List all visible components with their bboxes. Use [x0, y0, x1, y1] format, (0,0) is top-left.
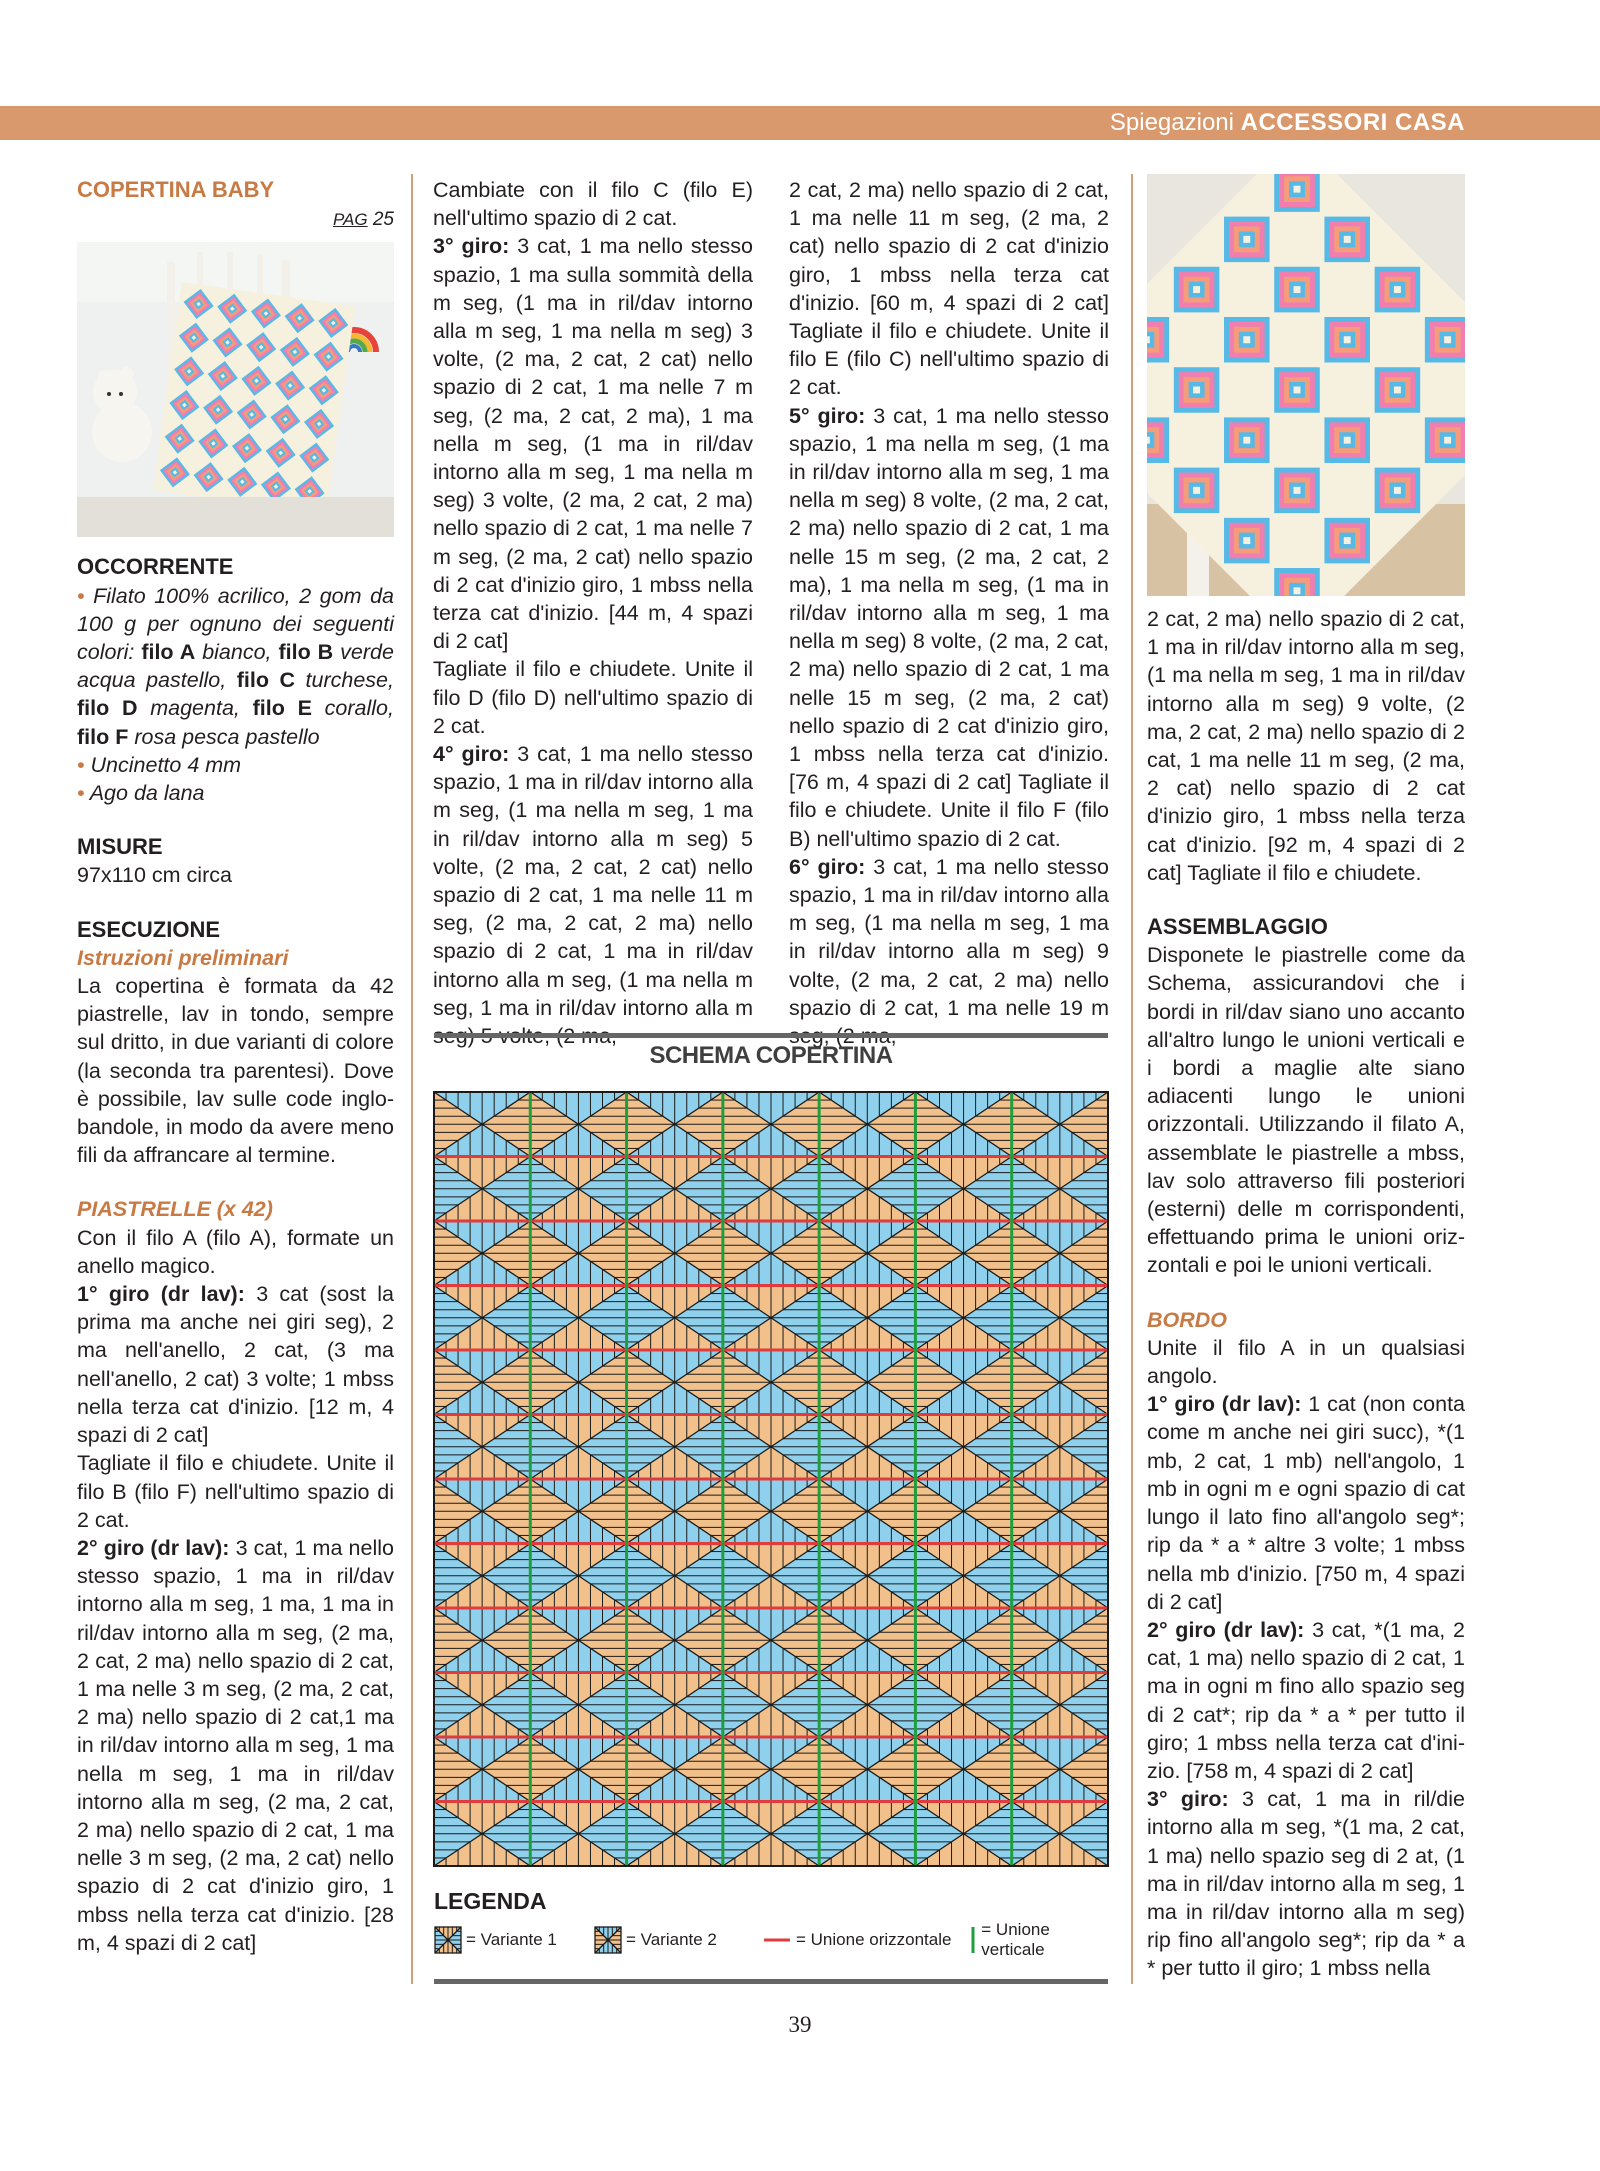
tile: [915, 1350, 1011, 1415]
tile: [627, 1737, 723, 1802]
tile: [434, 1092, 530, 1157]
column-divider: [1131, 174, 1133, 1984]
assemblaggio-title: ASSEMBLAGGIO: [1147, 914, 1328, 940]
tile: [819, 1737, 915, 1802]
tile: [723, 1479, 819, 1544]
tile: [819, 1544, 915, 1609]
tile: [434, 1157, 530, 1222]
tile: [723, 1608, 819, 1673]
occorrente-title: OCCORRENTE: [77, 554, 234, 580]
piastrelle-title: PIASTRELLE (x 42): [77, 1197, 273, 1222]
tile: [627, 1673, 723, 1738]
tile: [915, 1415, 1011, 1480]
tile: [1012, 1737, 1108, 1802]
tile: [434, 1350, 530, 1415]
assemblaggio-text: Disponete le piastrelle come da Schema, assicurandovi che i bordi in ril/dav siano uno accanto all'altro lungo le unioni verticali e i bordi a maglie alte siano adiacenti lungo le unioni orizzontali. Utilizzando il filato A, assemblate le piastrelle a mbss, lav solo attraverso fili posteriori (esterni) delle m corrispondenti, effettuando prima le unioni orizzontali e poi le unioni verticali.: [1147, 943, 1465, 1278]
tile: [627, 1415, 723, 1480]
tile: [627, 1157, 723, 1222]
tile: [627, 1479, 723, 1544]
column-2: [433, 176, 753, 1050]
tile: [915, 1608, 1011, 1673]
tile: [915, 1673, 1011, 1738]
tile: [723, 1673, 819, 1738]
tile: [530, 1350, 626, 1415]
tile: [530, 1157, 626, 1222]
giro-1: 1° giro (dr lav): 3 cat (sost la prima ma anche nei giri seg), 2 ma nell'anello, 2 cat, (3 ma nell'anello, 2 cat) 3 volte; 1 mbss nella terza cat d'inizio. [12 m, 4 spazi di 2 cat]: [77, 1282, 395, 1448]
tile: [915, 1479, 1011, 1544]
tile: [1012, 1415, 1108, 1480]
tile: [723, 1286, 819, 1351]
legend-variant-1: = Variante 1: [434, 1923, 557, 1957]
tile: [530, 1286, 626, 1351]
tile: [1012, 1092, 1108, 1157]
page-ref-number: 25: [372, 209, 394, 231]
istruzioni-text: La copertina è formata da 42 piastrelle, lav in tondo, sempre sul dritto, in due varianti di colore (la seconda tra parentesi). Dove è possibile, lav sulle code inglobandole, in modo da avere meno fili da affrancare al termine.: [77, 974, 394, 1168]
section-header: [1110, 108, 1465, 138]
tile: [530, 1479, 626, 1544]
tile: [627, 1608, 723, 1673]
scheme-top-rule: [434, 1033, 1108, 1038]
tile: [434, 1479, 530, 1544]
giro-3-after: Tagliate il filo e chiudete. Unite il filo D (filo D) nell'ultimo spazio di 2 cat.: [433, 657, 753, 738]
scheme-title: SCHEMA COPERTINA: [649, 1042, 893, 1069]
column-divider: [411, 174, 413, 1984]
tile: [530, 1415, 626, 1480]
tile: [530, 1673, 626, 1738]
giro-3: 3° giro: 3 cat, 1 ma nello stesso spazio, 1 ma sulla sommità della m seg, (1 ma in ril/dav intorno alla m seg, 1 ma nella m seg) 3 volte, (2 ma, 2 cat, 2 cat) nello spazio di 2 cat, 1 ma nelle 7 m seg, (2 ma, 2 cat, 2 ma), 1 ma nella m seg, (1 ma in ril/dav intorno alla m seg, 1 ma nella m seg) 3 volte, (2 ma, 2 cat, 2 ma) nello spazio di 2 cat, 1 ma nelle 7 m seg, (2 ma, 2 cat) nello spazio di 2 cat d'inizio giro, 1 mbss nella terza cat d'inizio. [44 m, 4 spazi di 2 cat]: [433, 234, 753, 654]
tile: [434, 1673, 530, 1738]
tile: [530, 1608, 626, 1673]
col2-intro: Cambiate con il filo C (filo E) nell'ultimo spazio di 2 cat.: [433, 178, 753, 231]
tile: [915, 1286, 1011, 1351]
blanket-photo-small: [77, 242, 394, 537]
tile: [530, 1092, 626, 1157]
scheme-bottom-rule: [434, 1979, 1108, 1984]
giro-1-after: Tagliate il filo e chiudete. Unite il filo B (filo F) nell'ultimo spazio di 2 cat.: [77, 1451, 394, 1532]
tile: [819, 1673, 915, 1738]
tool-uncinetto: • Uncinetto 4 mm: [77, 752, 242, 777]
tile: [819, 1092, 915, 1157]
tile: [723, 1157, 819, 1222]
tool-ago: • Ago da lana: [77, 781, 205, 806]
tile: [915, 1157, 1011, 1222]
tile: [1012, 1608, 1108, 1673]
legend-horizontal: = Unione orizzontale: [762, 1923, 951, 1957]
tile: [530, 1544, 626, 1609]
esecuzione-title: ESECUZIONE: [77, 916, 221, 942]
column-1: [77, 176, 394, 1957]
tile: [915, 1802, 1011, 1867]
variant-1-swatch-icon: [434, 1926, 462, 1954]
tile: [723, 1350, 819, 1415]
tile: [819, 1415, 915, 1480]
article-title: COPERTINA BABY: [77, 177, 275, 202]
tile: [530, 1737, 626, 1802]
vertical-join-icon: [968, 1926, 977, 1954]
tile: [627, 1092, 723, 1157]
tile: [819, 1350, 915, 1415]
tile: [915, 1221, 1011, 1286]
bordo-giro-1: 1° giro (dr lav): 1 cat (non conta come m anche nei giri succ), *(1 mb, 2 cat, 1 mb) nell'angolo, 1 mb in ogni m e ogni spazio di cat lungo il lato fino all'angolo seg*; rip da * a * altre 3 volte; 1 mbss nella mb d'inizio. [750 m, 4 spazi di 2 cat]: [1147, 1392, 1465, 1614]
horizontal-join-icon: [762, 1926, 792, 1954]
col3-intro: 2 cat, 2 ma) nello spazio di 2 cat, 1 ma nelle 11 m seg, (2 ma, 2 cat) nello spazio di 2 cat d'inizio giro, 1 mbss nella terza cat d'inizio. [60 m, 4 spazi di 2 cat] Tagliate il filo e chiudete. Unite il filo E (filo C) nell'ultimo spazio di 2 cat.: [789, 178, 1109, 400]
tile: [627, 1802, 723, 1867]
tile: [1012, 1157, 1108, 1222]
tile: [723, 1415, 819, 1480]
tile: [1012, 1802, 1108, 1867]
tile: [819, 1608, 915, 1673]
legend-variant-2: = Variante 2: [594, 1923, 717, 1957]
variant-2-swatch-icon: [594, 1926, 622, 1954]
page-reference[interactable]: [77, 206, 394, 234]
tile: [627, 1221, 723, 1286]
page-number: 39: [788, 2012, 812, 2037]
tile: [530, 1802, 626, 1867]
tile: [434, 1737, 530, 1802]
tile: [1012, 1350, 1108, 1415]
tile: [723, 1737, 819, 1802]
page-ref-label: PAG: [332, 210, 368, 230]
tile: [915, 1544, 1011, 1609]
tile: [627, 1544, 723, 1609]
tile: [627, 1286, 723, 1351]
bordo-title: BORDO: [1147, 1307, 1228, 1332]
tile: [723, 1221, 819, 1286]
misure-text: 97x110 cm circa: [77, 863, 232, 888]
tile: [915, 1737, 1011, 1802]
misure-title: MISURE: [77, 834, 163, 860]
column-3: [789, 176, 1109, 1050]
tile: [434, 1286, 530, 1351]
tile: [819, 1479, 915, 1544]
piastrelle-intro: Con il filo A (filo A), formate un anello magico.: [77, 1225, 394, 1278]
legend: [434, 1920, 1108, 1963]
tile: [1012, 1286, 1108, 1351]
tile: [1012, 1479, 1108, 1544]
header-section: ACCESSORI CASA: [1240, 109, 1465, 136]
blanket-photo-large: [1147, 174, 1465, 596]
tile: [627, 1350, 723, 1415]
istruzioni-title: Istruzioni preliminari: [77, 945, 289, 970]
tile: [723, 1092, 819, 1157]
bordo-giro-2: 2° giro (dr lav): 3 cat, *(1 ma, 2 cat, 1 ma) nello spazio di 2 cat, 1 ma in ogni m fino allo spazio seg di 2 cat*; rip da * a * per tutto il giro; 1 mbss nella terza cat d'inizio. [758 m, 4 spazi di 2 cat]: [1147, 1617, 1465, 1783]
tile: [434, 1221, 530, 1286]
tile: [434, 1802, 530, 1867]
bordo-giro-3: 3° giro: 3 cat, 1 ma in ril/die intorno alla m seg, *(1 ma, 2 cat, 1 ma) nello spazio seg di 2 at, (1 ma in ril/dav intorno alla m seg, 1 ma in ril/dav intorno alla m seg) rip fino all'angolo seg*; rip da * a * per tutto il giro; 1 mbss nella: [1147, 1787, 1465, 1981]
col4-intro: 2 cat, 2 ma) nello spazio di 2 cat, 1 ma in ril/dav intorno alla m seg, (1 ma nella m seg, 1 ma in ril/dav intorno alla m seg) 9 volte, (2 ma, 2 cat, 2 ma) nello spazio di 2 cat, 1 ma nelle 11 m seg, (2 ma, 2 cat) nello spazio di 2 cat d'inizio giro, 1 mbss nella terza cat d'inizio. [92 m, 4 spazi di 2 cat] Tagliate il filo e chiudete.: [1147, 607, 1465, 885]
giro-2: 2° giro (dr lav): 3 cat, 1 ma nello stesso spazio, 1 ma in ril/dav intorno alla m seg, 1 ma, 1 ma in ril/dav intorno alla m seg, (2 ma, 2 cat, 2 ma) nello spazio di 2 cat, 1 ma nelle 3 m seg, (2 ma, 2 cat, 2 ma) nello spazio di 2 cat,1 ma in ril/dav intorno alla m seg, 1 ma nella m seg, 1 ma in ril/dav intorno alla m seg, (2 ma, 2 cat, 2 ma) nello spazio di 2 cat, 1 ma nelle 3 m seg, (2 ma, 2 cat) nello spazio di 2 cat d'inizio giro, 1 mbss nella terza cat d'inizio. [28 m, 4 spazi di 2 cat]: [77, 1535, 394, 1955]
header-prefix: Spiegazioni: [1109, 109, 1234, 136]
tile: [434, 1544, 530, 1609]
tile: [819, 1286, 915, 1351]
tile: [819, 1221, 915, 1286]
tile: [530, 1221, 626, 1286]
giro-5: 5° giro: 3 cat, 1 ma nello stesso spazio, 1 ma nella m seg, (1 ma in ril/dav intorno alla m seg, 1 ma nella m seg) 8 volte, (2 ma, 2 cat, 2 ma) nello spazio di 2 cat, 1 ma nelle 15 m seg, (2 ma, 2 cat, 2 ma), 1 ma nella m seg, (1 ma in ril/dav intorno alla m seg, 1 ma nella m seg) 8 volte, (2 ma, 2 cat, 2 ma) nello spazio di 2 cat, 1 ma nelle 15 m seg, (2 ma, 2 cat) nello spazio di 2 cat d'inizio giro, 1 mbss nella terza cat d'inizio. [76 m, 4 spazi di 2 cat] Tagliate il filo e chiudete. Unite il filo F (filo B) nell'ultimo spazio di 2 cat.: [789, 403, 1109, 851]
scheme-diagram: [432, 1090, 1110, 1868]
tile: [723, 1802, 819, 1867]
legend-vertical: = Unione verticale: [968, 1923, 1108, 1957]
tile: [1012, 1673, 1108, 1738]
blanket-photo-small-image: [77, 242, 394, 537]
tile: [434, 1608, 530, 1673]
tile: [819, 1157, 915, 1222]
tile: [723, 1544, 819, 1609]
giro-4: 4° giro: 3 cat, 1 ma nello stesso spazio, 1 ma in ril/dav intorno alla m seg, (1 ma nella m seg, 1 ma in ril/dav intorno alla m seg) 5 volte, (2 ma, 2 cat, 2 cat) nello spazio di 2 cat, 1 ma nelle 11 m seg, (2 ma, 2 cat, 2 ma) nello spazio di 2 cat, 1 ma in ril/dav intorno alla m seg, (1 ma nella m seg, 1 ma in ril/dav intorno alla m: [433, 742, 753, 1020]
bullet: •: [77, 583, 85, 608]
tile: [434, 1415, 530, 1480]
tile: [915, 1092, 1011, 1157]
occorrente-text: • Filato 100% acrilico, 2 gom da 100 g per ognuno dei seguenti colori: filo A bianco, filo B verde acqua pastello, filo C turchese, filo D magenta, filo E corallo, filo F rosa pesca pastello: [77, 583, 394, 749]
tile: [819, 1802, 915, 1867]
bordo-intro: Unite il filo A in un qualsiasi angolo.: [1147, 1335, 1465, 1389]
tile: [1012, 1221, 1108, 1286]
legend-title: LEGENDA: [434, 1888, 547, 1914]
giro-6: 6° giro: 3 cat, 1 ma nello stesso spazio, 1 ma in ril/dav intorno alla m seg, (1 ma nella m seg, 1 ma in ril/dav intorno alla m seg) 9 volte, (2 ma, 2 cat, 2 ma) nello spazio di 2 cat, 1 ma nelle 19 m: [789, 854, 1109, 1020]
tile: [1012, 1544, 1108, 1609]
column-4: [1147, 605, 1465, 1983]
blanket-photo-large-image: [1147, 174, 1465, 596]
